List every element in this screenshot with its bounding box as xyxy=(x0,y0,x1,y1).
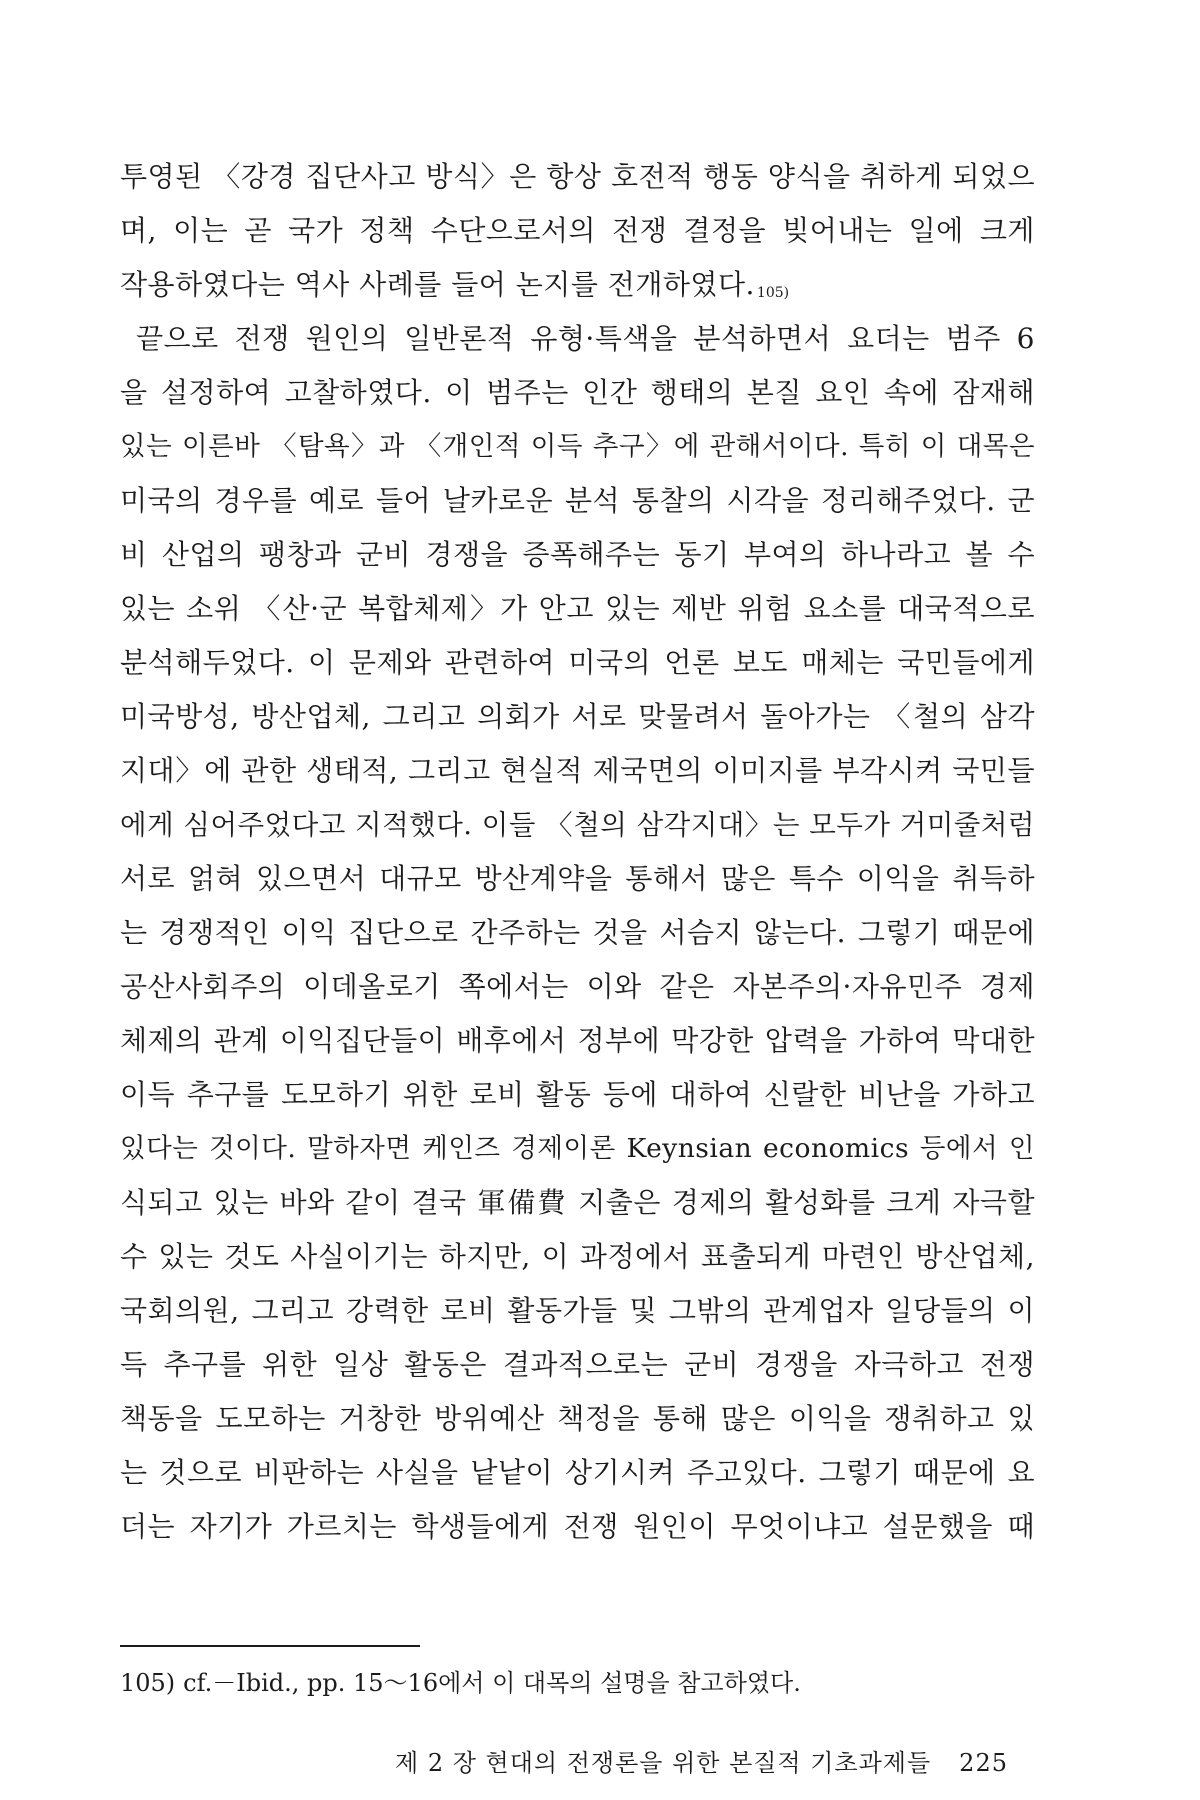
text-line: 체제의 관계 이익집단들이 배후에서 정부에 막강한 압력을 가하여 막대한 xyxy=(120,1024,1035,1057)
text-line: 미국방성, 방산업체, 그리고 의회가 서로 맞물려서 돌아가는 〈철의 삼각 xyxy=(120,700,1035,733)
text-line: 이득 추구를 도모하기 위한 로비 활동 등에 대하여 신랄한 비난을 가하고 xyxy=(120,1078,1035,1111)
text-line: 더는 자기가 가르치는 학생들에게 전쟁 원인이 무엇이냐고 설문했을 때 xyxy=(120,1510,1035,1543)
text-line: 국회의원, 그리고 강력한 로비 활동가들 및 그밖의 관계업자 일당들의 이 xyxy=(120,1294,1035,1327)
chapter-title: 제 2 장 현대의 전쟁론을 위한 본질적 기초과제들 xyxy=(395,1749,932,1777)
footnote xyxy=(120,1665,801,1701)
running-footer xyxy=(395,1745,1008,1781)
text-line: 미국의 경우를 예로 들어 날카로운 분석 통찰의 시각을 정리해주었다. 군 xyxy=(120,484,1035,517)
text-line: 에게 심어주었다고 지적했다. 이들 〈철의 삼각지대〉는 모두가 거미줄처럼 xyxy=(120,809,1035,841)
text-line: 을 설정하여 고찰하였다. 이 범주는 인간 행태의 본질 요인 속에 잠재해 xyxy=(120,376,1035,409)
text-line: 있는 이른바 〈탐욕〉과 〈개인적 이득 추구〉에 관해서이다. 특히 이 대목은 xyxy=(120,431,1035,462)
text-line: 있는 소위 〈산·군 복합체제〉가 안고 있는 제반 위험 요소를 대국적으로 xyxy=(120,592,1035,625)
text-line: 분석해두었다. 이 문제와 관련하여 미국의 언론 보도 매체는 국민들에게 xyxy=(120,646,1035,679)
text-line: 식되고 있는 바와 같이 결국 軍備費 지출은 경제의 활성화를 크게 자극할 xyxy=(120,1186,1035,1219)
body-text xyxy=(120,150,1035,1554)
text-line: 지대〉에 관한 생태적, 그리고 현실적 제국면의 이미지를 부각시켜 국민들 xyxy=(120,754,1035,787)
text-line-content: 작용하였다는 역사 사례를 들어 논지를 전개하였다. xyxy=(120,268,755,301)
page-number: 225 xyxy=(959,1749,1008,1777)
footnote-reference: 105) xyxy=(756,285,790,301)
text-line-paragraph-start: 끝으로 전쟁 원인의 일반론적 유형·특색을 분석하면서 요더는 범주 6 xyxy=(136,322,1035,355)
text-line: 있다는 것이다. 말하자면 케인즈 경제이론 Keynsian economics 등에서 인 xyxy=(120,1133,1035,1164)
text-line: 수 있는 것도 사실이기는 하지만, 이 과정에서 표출되게 마련인 방산업체, xyxy=(120,1240,1035,1273)
text-line: 는 것으로 비판하는 사실을 낱낱이 상기시켜 주고있다. 그렇기 때문에 요 xyxy=(120,1456,1035,1489)
text-line: 며, 이는 곧 국가 정책 수단으로서의 전쟁 결정을 빚어내는 일에 크게 xyxy=(120,214,1035,247)
text-line: 책동을 도모하는 거창한 방위예산 책정을 통해 많은 이익을 쟁취하고 있 xyxy=(120,1402,1035,1435)
text-line-with-footnote-ref xyxy=(120,258,1035,312)
footnote-divider xyxy=(120,1645,420,1647)
text-line: 투영된 〈강경 집단사고 방식〉은 항상 호전적 행동 양식을 취하게 되었으 xyxy=(120,160,1035,193)
footnote-text: cf.－Ibid., pp. 15～16에서 이 대목의 설명을 참고하였다. xyxy=(183,1669,801,1697)
footnote-number: 105) xyxy=(120,1669,176,1697)
text-line: 공산사회주의 이데올로기 쪽에서는 이와 같은 자본주의·자유민주 경제 xyxy=(120,970,1035,1003)
text-line: 는 경쟁적인 이익 집단으로 간주하는 것을 서슴지 않는다. 그렇기 때문에 xyxy=(120,916,1035,949)
text-line: 득 추구를 위한 일상 활동은 결과적으로는 군비 경쟁을 자극하고 전쟁 xyxy=(120,1348,1035,1381)
text-line: 비 산업의 팽창과 군비 경쟁을 증폭해주는 동기 부여의 하나라고 볼 수 xyxy=(120,538,1035,571)
text-line: 서로 얽혀 있으면서 대규모 방산계약을 통해서 많은 특수 이익을 취득하 xyxy=(120,862,1035,895)
